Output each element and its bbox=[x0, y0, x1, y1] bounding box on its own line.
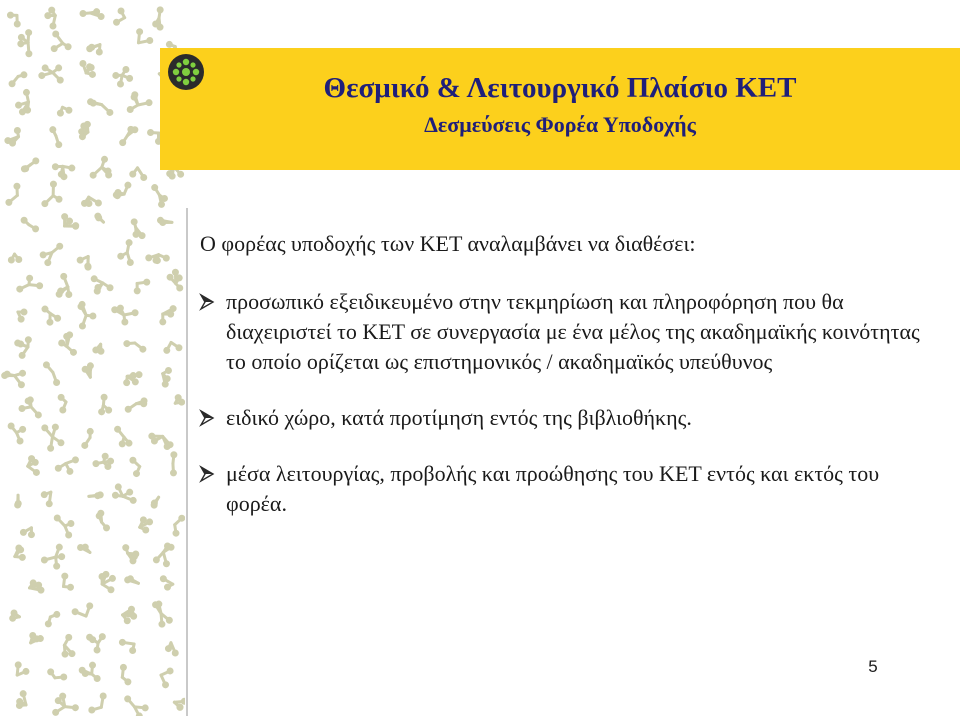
bullet-text: ειδικό χώρο, κατά προτίμηση εντός της βιβλιοθήκης. bbox=[226, 405, 692, 430]
arrow-bullet-icon bbox=[198, 293, 216, 311]
vertical-divider bbox=[186, 208, 188, 716]
intro-text: Ο φορέας υποδοχής των ΚΕΤ αναλαμβάνει να διαθέσει: bbox=[200, 231, 696, 256]
page-number: 5 bbox=[868, 657, 878, 676]
title-bar bbox=[160, 48, 960, 170]
molecule-pattern-background bbox=[0, 0, 185, 716]
bullet-item bbox=[200, 287, 940, 377]
bullet-text: προσωπικό εξειδικευμένο στην τεκμηρίωση και πληροφόρηση που θα διαχειριστεί το ΚΕΤ σε συνεργασία με ένα μέλος της ακαδημαϊκής κοινότητας το οποίο ορίζεται ως επιστημονικός / ακαδημαϊκός υπεύθυνος bbox=[226, 289, 920, 374]
bullet-item bbox=[200, 459, 940, 519]
slide-title: Θεσμικό & Λειτουργικό Πλαίσιο ΚΕΤ bbox=[323, 72, 797, 104]
slide-subtitle: Δεσμεύσεις Φορέα Υποδοχής bbox=[424, 112, 696, 137]
slide-body bbox=[200, 229, 940, 545]
bullet-text: μέσα λειτουργίας, προβολής και προώθησης του ΚΕΤ εντός και εκτός του φορέα. bbox=[226, 461, 880, 516]
arrow-bullet-icon bbox=[198, 409, 216, 427]
bullet-item bbox=[200, 403, 940, 433]
arrow-bullet-icon bbox=[198, 465, 216, 483]
